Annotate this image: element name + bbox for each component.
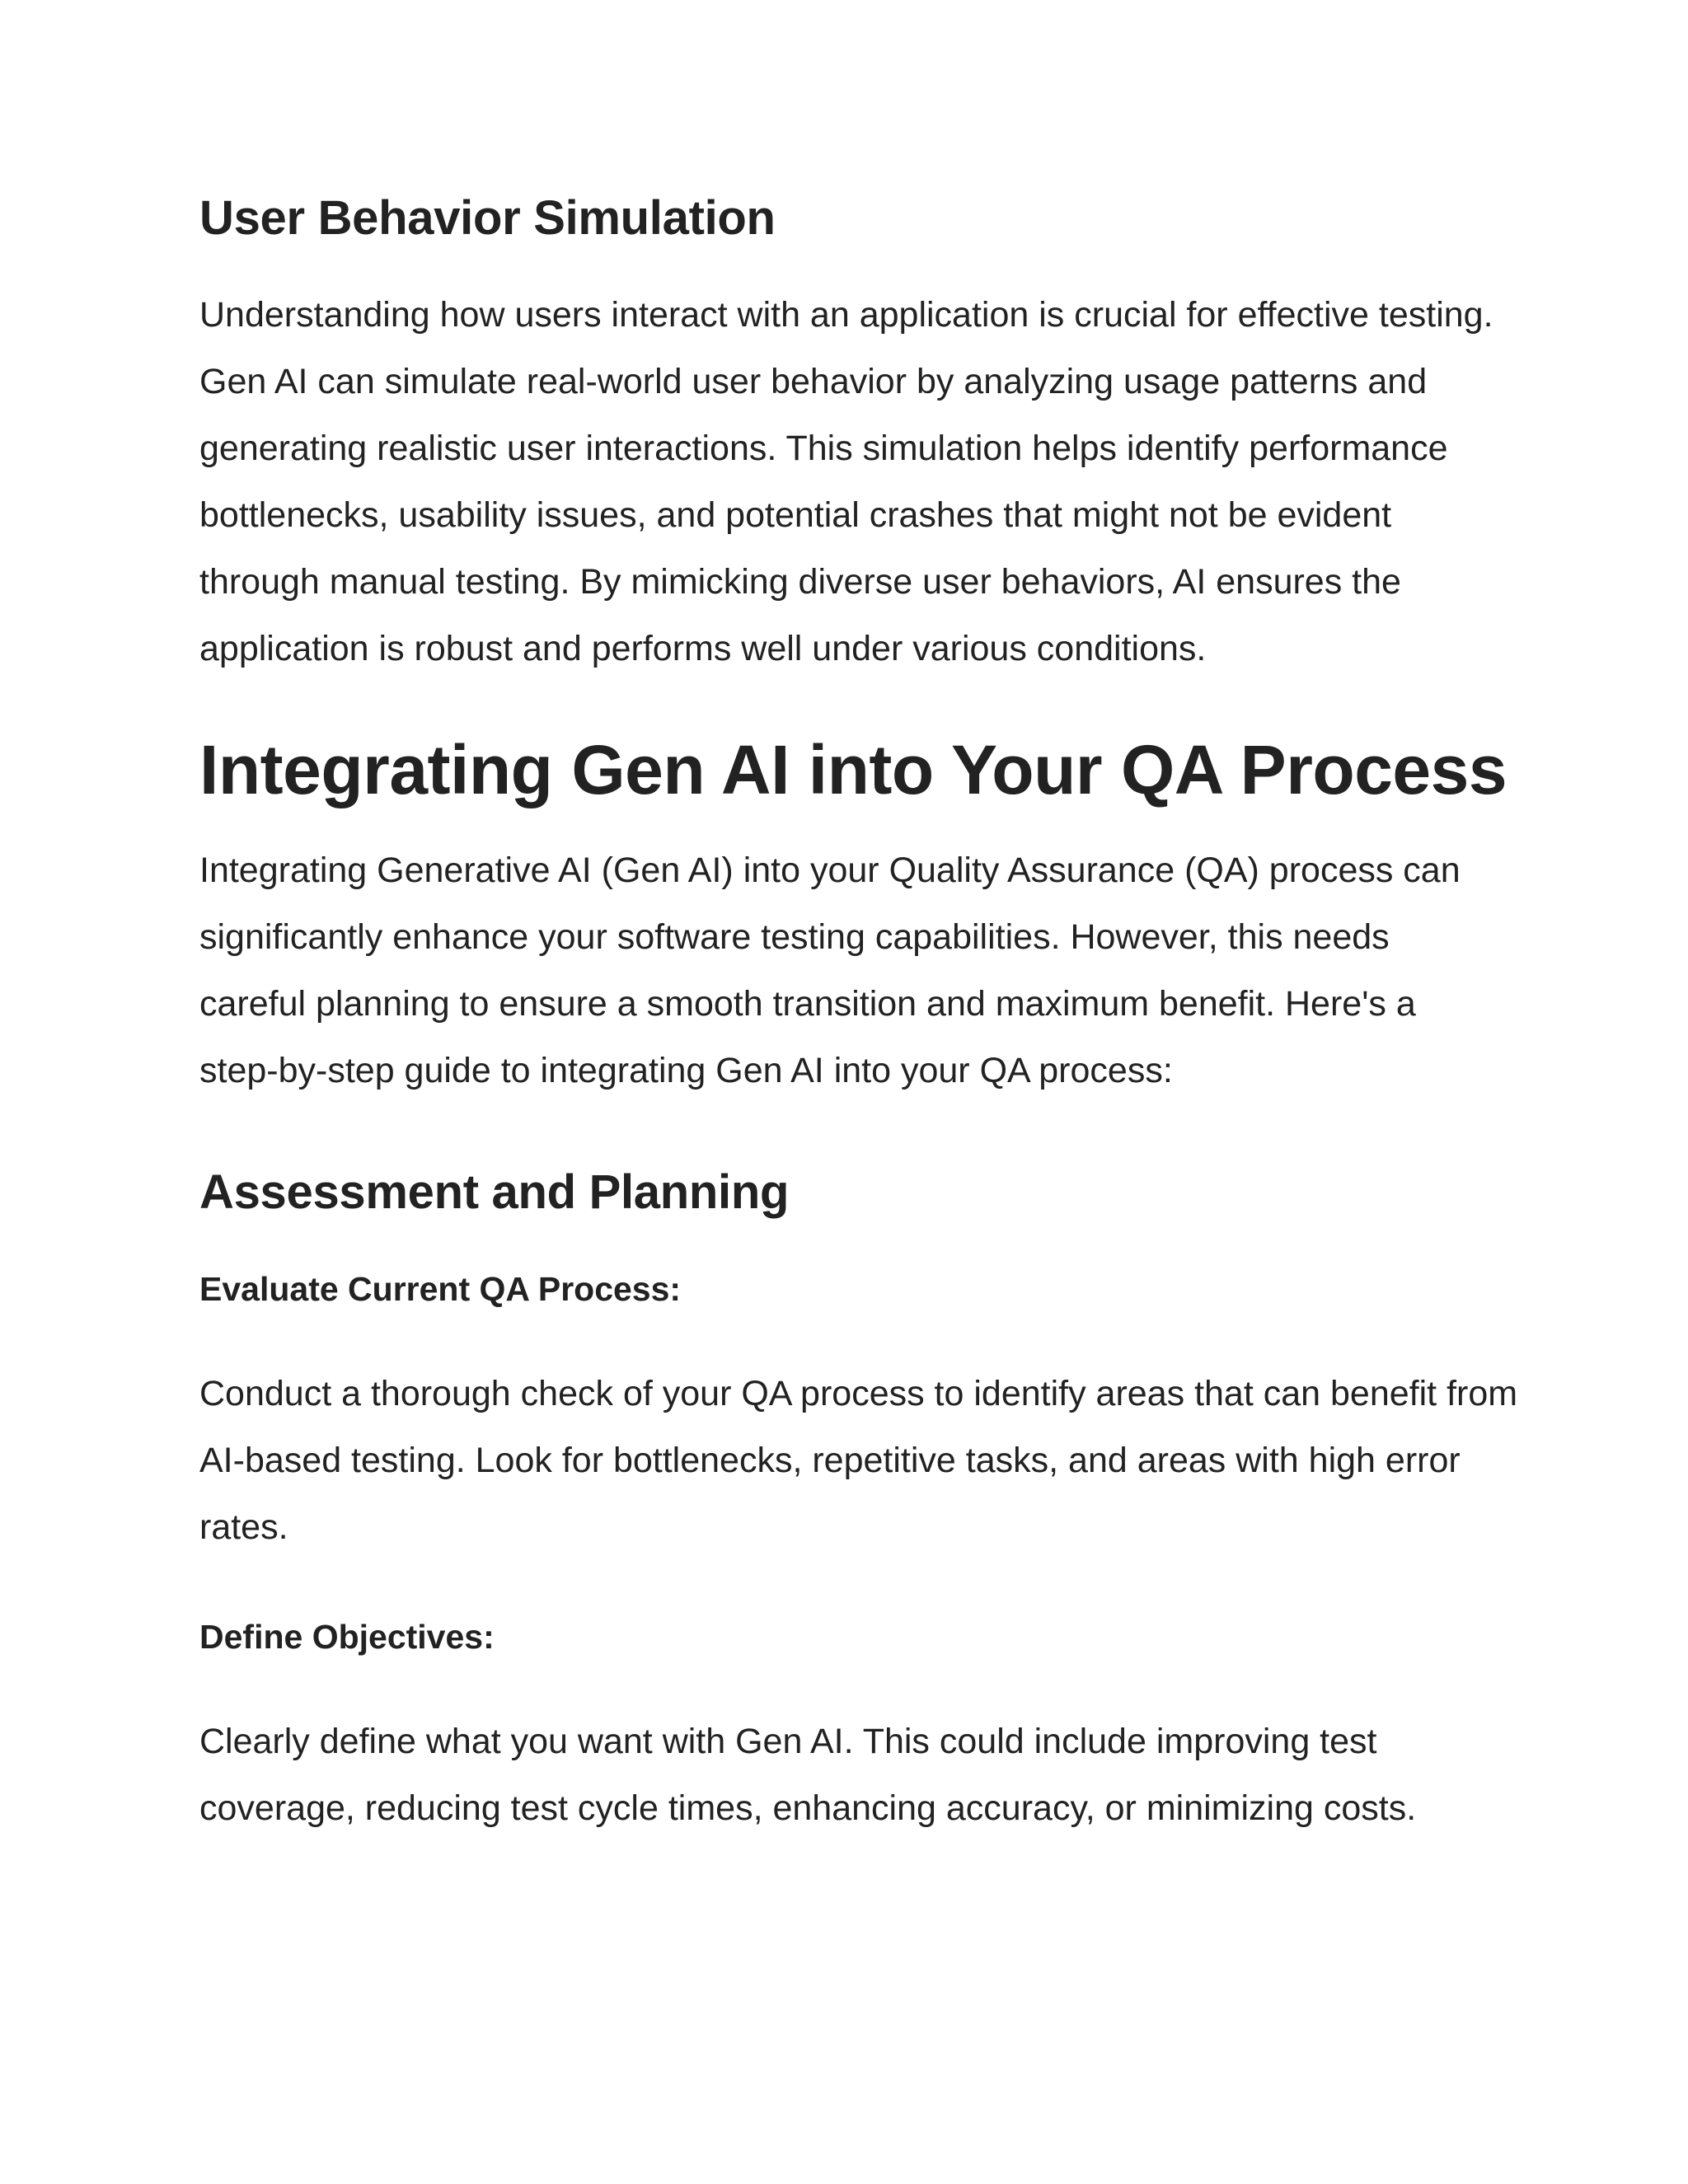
label-define-objectives: Define Objectives: <box>199 1618 495 1657</box>
paragraph-user-behavior: Understanding how users interact with an application is crucial for effective testing. Gen AI can simulate real-world user behavior by analyzing usage patterns and generating realistic user interactions. This simulation helps identify performance bottlenecks, usability issues, and potential crashes that might not be evident through manual testing. By mimicking diverse user behaviors, AI ensures the application is robust and performs well under various conditions. <box>199 294 1493 668</box>
document-page <box>199 190 1518 1842</box>
heading-integrating-gen-ai: Integrating Gen AI into Your QA Process <box>199 730 1507 808</box>
label-evaluate-current-qa-process: Evaluate Current QA Process: <box>199 1269 682 1308</box>
heading-assessment-and-planning: Assessment and Planning <box>199 1165 790 1220</box>
paragraph-integrating: Integrating Generative AI (Gen AI) into your Quality Assurance (QA) process can significantly enhance your software testing capabilities. However, this needs careful planning to ensure a smooth transition and maximum benefit. Here's a step-by-step guide to integrating Gen AI into your QA process: <box>199 851 1461 1091</box>
paragraph-define-objectives: Clearly define what you want with Gen AI. This could include improving test coverage, reducing test cycle times, enhancing accuracy, or minimizing costs. <box>199 1722 1417 1829</box>
heading-user-behavior-simulation: User Behavior Simulation <box>199 191 776 245</box>
paragraph-evaluate: Conduct a thorough check of your QA process to identify areas that can benefit from AI-based testing. Look for bottlenecks, repetitive tasks, and areas with high error rates. <box>199 1374 1518 1548</box>
